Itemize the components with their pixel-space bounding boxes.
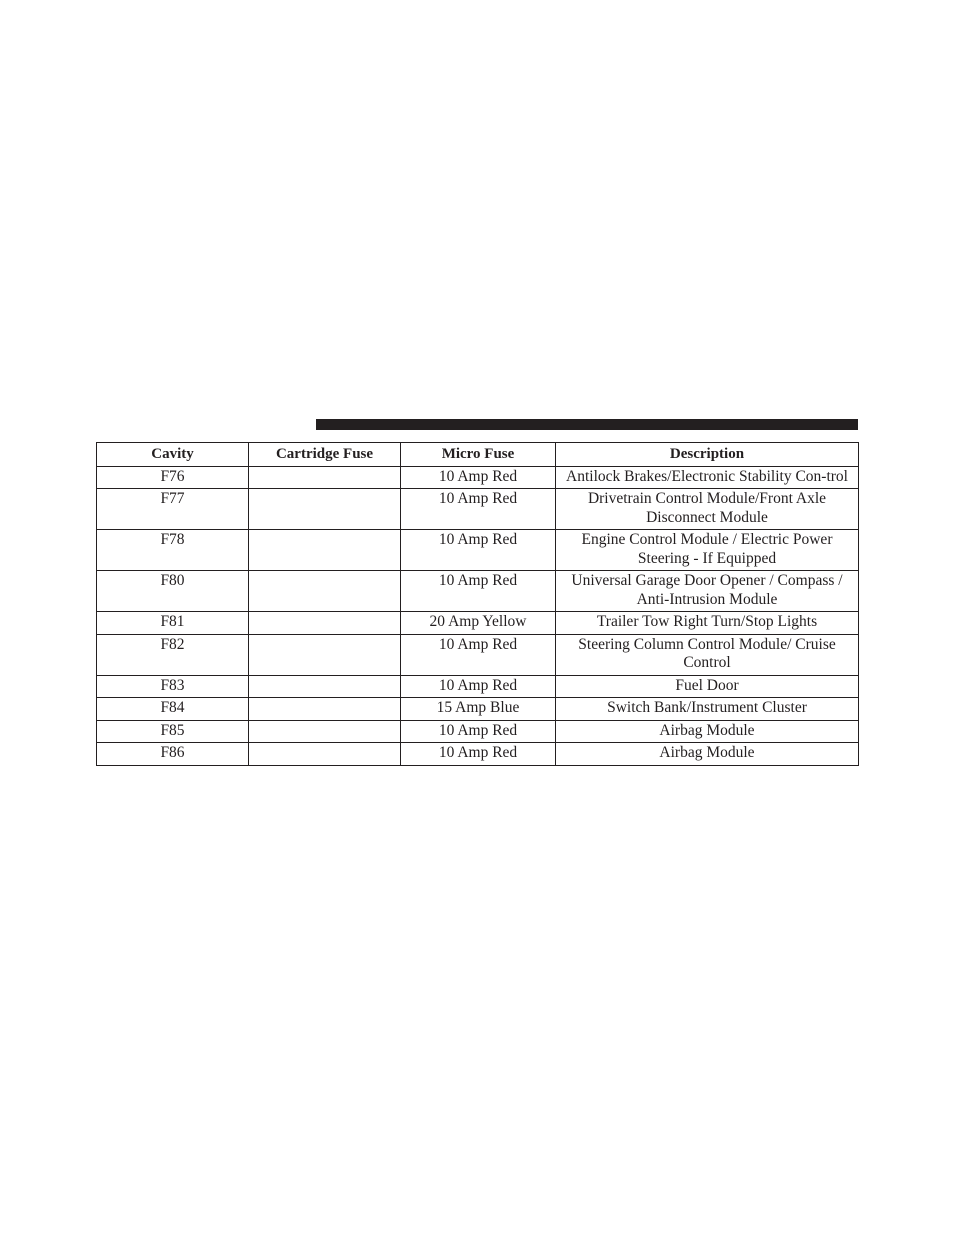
description-cell: Engine Control Module / Electric Power Steering - If Equipped [556,530,859,571]
table-row [97,612,859,635]
cavity-cell: F81 [97,612,249,635]
table-row [97,466,859,489]
micro-fuse-cell: 15 Amp Blue [401,698,556,721]
cartridge-fuse-cell [249,530,401,571]
table-header-row [97,443,859,467]
micro-fuse-cell: 20 Amp Yellow [401,612,556,635]
cartridge-fuse-cell [249,571,401,612]
micro-fuse-cell: 10 Amp Red [401,743,556,766]
section-header-bar [316,419,858,430]
cartridge-fuse-cell [249,720,401,743]
table-row [97,634,859,675]
cavity-cell: F77 [97,489,249,530]
micro-fuse-cell: 10 Amp Red [401,634,556,675]
micro-fuse-cell: 10 Amp Red [401,571,556,612]
description-cell: Trailer Tow Right Turn/Stop Lights [556,612,859,635]
table-row [97,571,859,612]
cartridge-fuse-cell [249,489,401,530]
cavity-cell: F86 [97,743,249,766]
description-cell: Universal Garage Door Opener / Compass / Anti-Intrusion Module [556,571,859,612]
cavity-cell: F76 [97,466,249,489]
cavity-cell: F83 [97,675,249,698]
description-cell: Steering Column Control Module/ Cruise Control [556,634,859,675]
cavity-cell: F80 [97,571,249,612]
cartridge-fuse-cell [249,634,401,675]
header-cavity: Cavity [97,443,249,467]
micro-fuse-cell: 10 Amp Red [401,466,556,489]
description-cell: Airbag Module [556,720,859,743]
description-cell: Airbag Module [556,743,859,766]
micro-fuse-cell: 10 Amp Red [401,720,556,743]
header-description: Description [556,443,859,467]
description-cell: Antilock Brakes/Electronic Stability Con-trol [556,466,859,489]
fuse-table [96,442,859,766]
cartridge-fuse-cell [249,743,401,766]
description-cell: Fuel Door [556,675,859,698]
header-micro-fuse: Micro Fuse [401,443,556,467]
header-cartridge-fuse: Cartridge Fuse [249,443,401,467]
cartridge-fuse-cell [249,466,401,489]
description-cell: Switch Bank/Instrument Cluster [556,698,859,721]
micro-fuse-cell: 10 Amp Red [401,675,556,698]
cartridge-fuse-cell [249,675,401,698]
cavity-cell: F84 [97,698,249,721]
description-cell: Drivetrain Control Module/Front Axle Disconnect Module [556,489,859,530]
cavity-cell: F85 [97,720,249,743]
micro-fuse-cell: 10 Amp Red [401,489,556,530]
cavity-cell: F82 [97,634,249,675]
cartridge-fuse-cell [249,612,401,635]
micro-fuse-cell: 10 Amp Red [401,530,556,571]
cartridge-fuse-cell [249,698,401,721]
cavity-cell: F78 [97,530,249,571]
table-row [97,720,859,743]
table-row [97,698,859,721]
table-row [97,675,859,698]
table-row [97,489,859,530]
table-row [97,743,859,766]
table-row [97,530,859,571]
